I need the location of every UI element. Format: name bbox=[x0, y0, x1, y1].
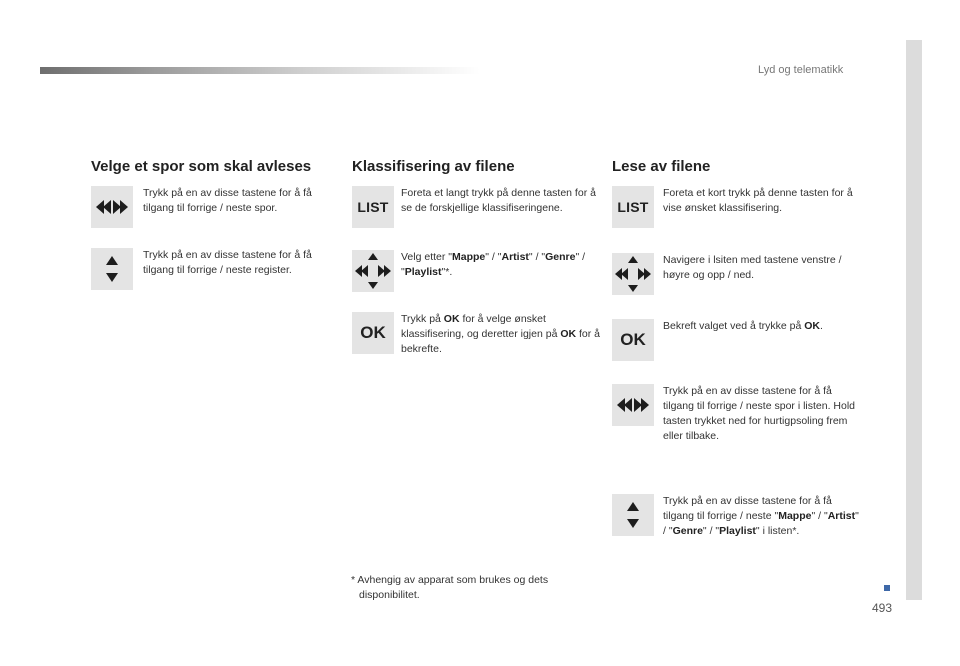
four-way-arrows-icon bbox=[352, 250, 394, 292]
instruction-text: Bekreft valget ved å trykke på OK. bbox=[663, 320, 823, 332]
column-title-select-track: Velge et spor som skal avleses bbox=[91, 158, 312, 175]
instruction-text: Foreta et langt trykk på denne tasten for å se de forskjellige klassifiseringene. bbox=[401, 187, 596, 214]
instruction-text: Navigere i lsiten med tastene venstre / høyre og opp / ned. bbox=[663, 254, 842, 281]
left-right-arrows-icon bbox=[612, 384, 654, 426]
ok-button-label: OK bbox=[360, 323, 386, 342]
footnote bbox=[351, 573, 581, 603]
list-button bbox=[352, 186, 394, 228]
footnote-line: disponibilitet. bbox=[359, 589, 420, 601]
up-down-arrows-icon bbox=[612, 494, 654, 536]
ok-button bbox=[352, 312, 394, 354]
section-label: Lyd og telematikk bbox=[758, 64, 844, 76]
instruction-text: Velg etter "Mappe" / "Artist" / "Genre" / "Playlist"*. bbox=[401, 251, 586, 278]
list-button bbox=[612, 186, 654, 228]
ok-button-label: OK bbox=[620, 330, 646, 349]
header-gradient-bar bbox=[40, 67, 480, 74]
page-number: 493 bbox=[872, 601, 893, 615]
instruction-text: Trykk på OK for å velge ønsket klassifisering, og deretter igjen på OK for å bekrefte. bbox=[401, 313, 601, 355]
footnote-line: * Avhengig av apparat som brukes og dets bbox=[351, 574, 549, 586]
column-title-classification: Klassifisering av filene bbox=[352, 158, 515, 175]
instruction-text: Trykk på en av disse tastene for å få tilgang til forrige / neste register. bbox=[143, 249, 312, 276]
column-title-read-files: Lese av filene bbox=[612, 158, 711, 175]
instruction-text: Trykk på en av disse tastene for å få tilgang til forrige / neste "Mappe" / "Artist" / "Genre" / "Playlist" i listen*. bbox=[663, 495, 859, 537]
four-way-arrows-icon bbox=[612, 253, 654, 295]
page-marker bbox=[884, 585, 890, 591]
up-down-arrows-icon bbox=[91, 248, 133, 290]
list-button-label: LIST bbox=[357, 199, 389, 215]
page-edge-tab bbox=[906, 40, 922, 600]
ok-button bbox=[612, 319, 654, 361]
instruction-text: Trykk på en av disse tastene for å få tilgang til forrige / neste spor. bbox=[143, 187, 312, 214]
instruction-text: Trykk på en av disse tastene for å få tilgang til forrige / neste spor i listen. Hold tasten trykket ned for hurtigpsoling frem eller tilbake. bbox=[663, 385, 856, 442]
instruction-text: Foreta et kort trykk på denne tasten for å vise ønsket klassifisering. bbox=[663, 187, 853, 214]
left-right-arrows-icon bbox=[91, 186, 133, 228]
list-button-label: LIST bbox=[617, 199, 649, 215]
